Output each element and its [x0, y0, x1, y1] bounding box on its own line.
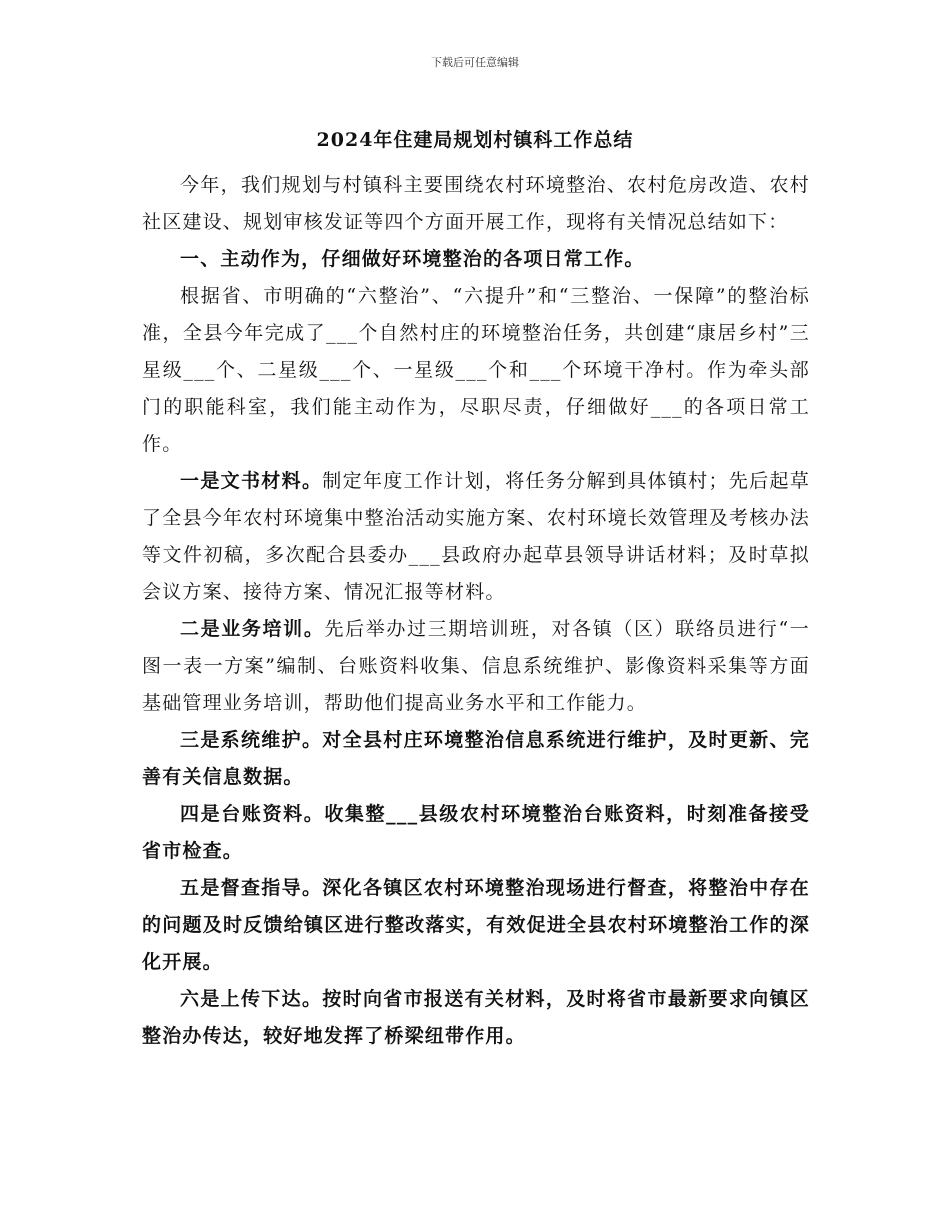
- section-heading-1: [142, 241, 810, 278]
- item-system-maintenance: [142, 722, 810, 796]
- paragraph-text: 今年，我们规划与村镇科主要围绕农村环境整治、农村危房改造、农村社区建设、规划审核发证等四个方面开展工作，现将有关情况总结如下：: [142, 174, 810, 233]
- item-lead: 二是业务培训。: [180, 618, 325, 640]
- section-heading-text: 一、主动作为，仔细做好环境整治的各项日常工作。: [180, 248, 645, 270]
- item-ledger: [142, 796, 810, 870]
- item-training: [142, 611, 810, 722]
- page-title: 2024年住建局规划村镇科工作总结: [316, 129, 634, 151]
- item-text: 制定年度工作计划，将任务分解到具体镇村；先后起草了全县今年农村环境集中整治活动实施方案、农村环境长效管理及考核办法等文件初稿，多次配合县委办___县政府办起草县领导讲话材料；及时草拟会议方案、接待方案、情况汇报等材料。: [142, 470, 810, 603]
- item-supervision: [142, 870, 810, 981]
- item-documents: [142, 463, 810, 611]
- item-text: 先后举办过三期培训班，对各镇（区）联络员进行“一图一表一方案”编制、台账资料收集、信息系统维护、影像资料采集等方面基础管理业务培训，帮助他们提高业务水平和工作能力。: [142, 618, 810, 714]
- intro-paragraph: [142, 167, 810, 241]
- item-lead: 四是台账资料。收集整___县级农村环境整治台账资料，时刻准备接受省市检查。: [142, 803, 810, 862]
- item-lead: 六是上传下达。按时向省市报送有关材料，及时将省市最新要求向镇区整治办传达，较好地发挥了桥梁纽带作用。: [142, 988, 810, 1047]
- document-body: [142, 167, 810, 1055]
- item-communication: [142, 981, 810, 1055]
- item-lead: 五是督查指导。深化各镇区农村环境整治现场进行督查，将整治中存在的问题及时反馈给镇区进行整改落实，有效促进全县农村环境整治工作的深化开展。: [142, 877, 810, 973]
- header-note: 下载后可任意编辑: [431, 56, 519, 69]
- section-1-paragraph: [142, 278, 810, 463]
- paragraph-text: 根据省、市明确的“六整治”、“六提升”和“三整治、一保障”的整治标准，全县今年完成了___个自然村庄的环境整治任务，共创建“康居乡村”三星级___个、二星级___个、一星级___个和___个环境干净村。作为牵头部门的职能科室，我们能主动作为，尽职尽责，仔细做好___的各项日常工作。: [142, 285, 810, 455]
- item-lead: 三是系统维护。对全县村庄环境整治信息系统进行维护，及时更新、完善有关信息数据。: [142, 729, 810, 788]
- item-lead: 一是文书材料。: [180, 470, 323, 492]
